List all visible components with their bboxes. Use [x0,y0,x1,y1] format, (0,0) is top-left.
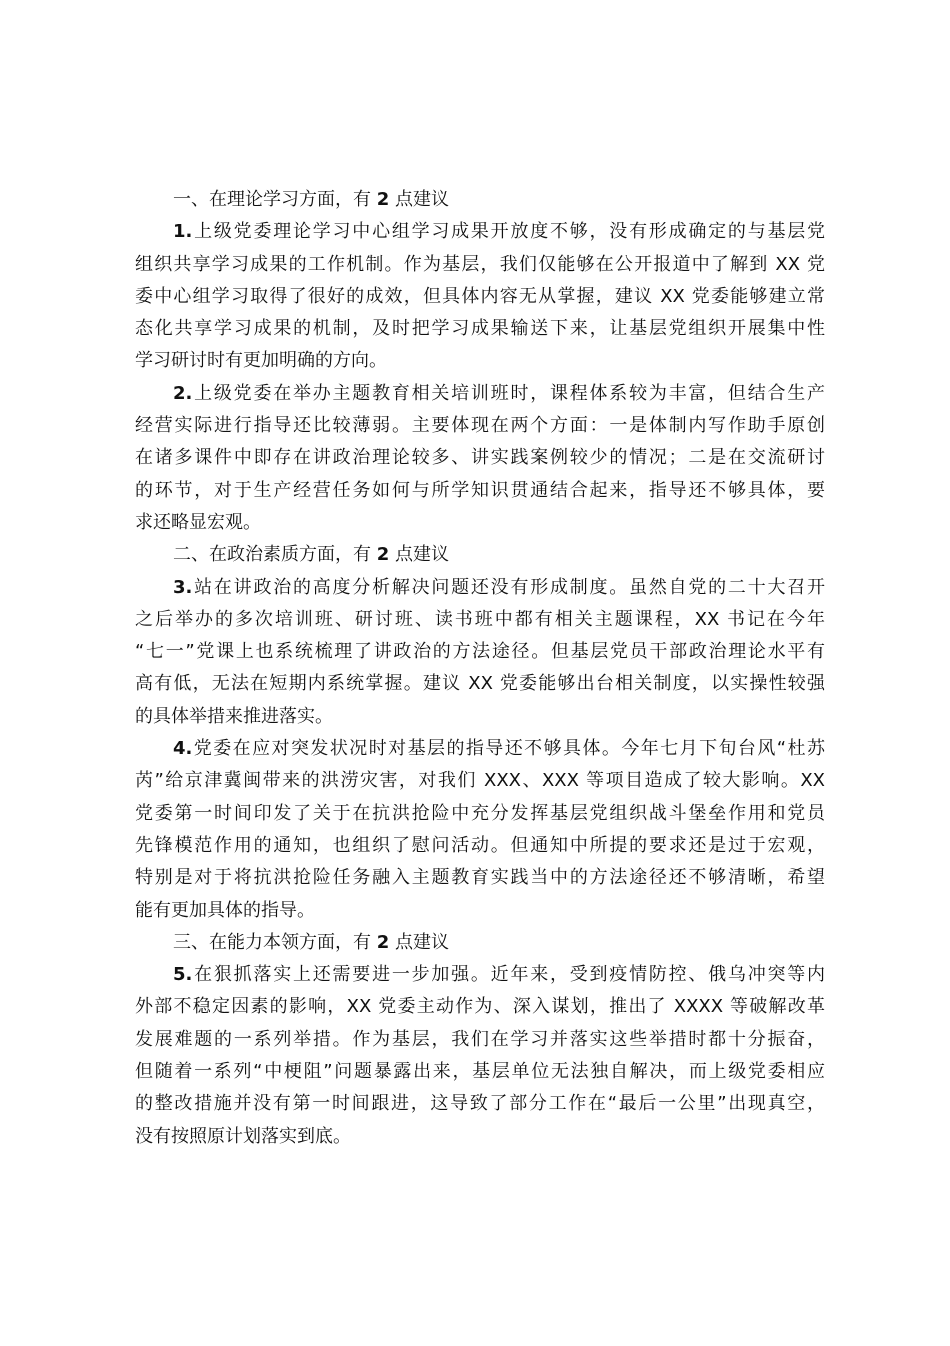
section-heading [135,927,825,959]
paragraph-line: 组织共享学习成果的工作机制。作为基层，我们仅能够在公开报道中了解到 XX 党 [135,253,825,275]
section-heading-suffix: 点建议 [395,931,449,953]
paragraph-line: 的环节，对于生产经营任务如何与所学知识贯通结合起来，指导还不够具体，要 [135,479,825,501]
paragraph-line: 但随着一系列“中梗阻”问题暴露出来，基层单位无法独自解决，而上级党委相应 [135,1061,825,1083]
paragraph-text: 上级党委在举办主题教育相关培训班时，课程体系较为丰富，但结合生产 [192,382,825,404]
paragraph [135,216,825,377]
paragraph-line: 芮”给京津冀闽带来的洪涝灾害，对我们 XXX、XXX 等项目造成了较大影响。XX [135,770,825,792]
section-heading-count: 2 [376,931,390,953]
paragraph-line: 的整改措施并没有第一时间跟进，这导致了部分工作在“最后一公里”出现真空， [135,1093,825,1115]
section-heading-suffix: 点建议 [395,189,449,210]
section-heading-text: 三、在能力本领方面，有 [173,931,371,953]
paragraph-line: 在诸多课件中即存在讲政治理论较多、讲实践案例较少的情况；二是在交流研讨 [135,447,825,469]
paragraph-line: 之后举办的多次培训班、研讨班、读书班中都有相关主题课程，XX 书记在今年 [135,608,825,630]
paragraph-line: 的具体举措来推进落实。 [135,705,333,727]
section-heading-suffix: 点建议 [395,544,449,566]
section-heading [135,184,825,216]
paragraph-line [135,733,825,765]
paragraph-line: 态化共享学习成果的机制，及时把学习成果输送下来，让基层党组织开展集中性 [135,318,825,340]
section-heading-count: 2 [376,189,390,210]
item-number: 2. [173,382,193,404]
item-number: 3. [173,576,193,598]
paragraph [135,378,825,539]
paragraph-line: 党委第一时间印发了关于在抗洪抢险中充分发挥基层党组织战斗堡垒作用和党员 [135,802,825,824]
item-number: 5. [173,964,193,986]
paragraph-line: 外部不稳定因素的影响，XX 党委主动作为、深入谋划，推出了 XXXX 等破解改革 [135,996,825,1018]
paragraph [135,572,825,733]
paragraph [135,959,825,1153]
paragraph-line: 先锋模范作用的通知，也组织了慰问活动。但通知中所提的要求还是过于宏观， [135,834,825,856]
paragraph-line: 发展难题的一系列举措。作为基层，我们在学习并落实这些举措时都十分振奋， [135,1028,825,1050]
paragraph-line: 经营实际进行指导还比较薄弱。主要体现在两个方面：一是体制内写作助手原创 [135,415,825,437]
paragraph [135,733,825,927]
section-heading [135,539,825,571]
paragraph-line: 求还略显宏观。 [135,511,261,533]
paragraph-line [135,572,825,604]
item-number: 4. [173,738,193,760]
paragraph-line [135,959,825,991]
paragraph-line: 学习研讨时有更加明确的方向。 [135,350,387,372]
paragraph-text: 在狠抓落实上还需要进一步加强。近年来，受到疫情防控、俄乌冲突等内 [192,964,825,986]
document-page [135,184,825,1153]
section-heading-count: 2 [376,544,390,566]
paragraph-line [135,378,825,410]
section-heading-text: 一、在理论学习方面，有 [173,189,371,210]
paragraph-line: 能有更加具体的指导。 [135,899,315,921]
paragraph-line: “七一”党课上也系统梳理了讲政治的方法途径。但基层党员干部政治理论水平有 [135,641,825,663]
item-number: 1. [173,221,193,243]
paragraph-line: 高有低，无法在短期内系统掌握。建议 XX 党委能够出台相关制度，以实操性较强 [135,673,825,695]
paragraph-line: 委中心组学习取得了很好的成效，但具体内容无从掌握，建议 XX 党委能够建立常 [135,285,825,307]
paragraph-line [135,216,825,248]
paragraph-text: 上级党委理论学习中心组学习成果开放度不够，没有形成确定的与基层党 [192,221,825,243]
paragraph-text: 站在讲政治的高度分析解决问题还没有形成制度。虽然自党的二十大召开 [192,576,825,598]
paragraph-line: 特别是对于将抗洪抢险任务融入主题教育实践当中的方法途径还不够清晰，希望 [135,867,825,889]
section-heading-text: 二、在政治素质方面，有 [173,544,371,566]
paragraph-text: 党委在应对突发状况时对基层的指导还不够具体。今年七月下旬台风“杜苏 [192,738,825,760]
paragraph-line: 没有按照原计划落实到底。 [135,1125,351,1147]
